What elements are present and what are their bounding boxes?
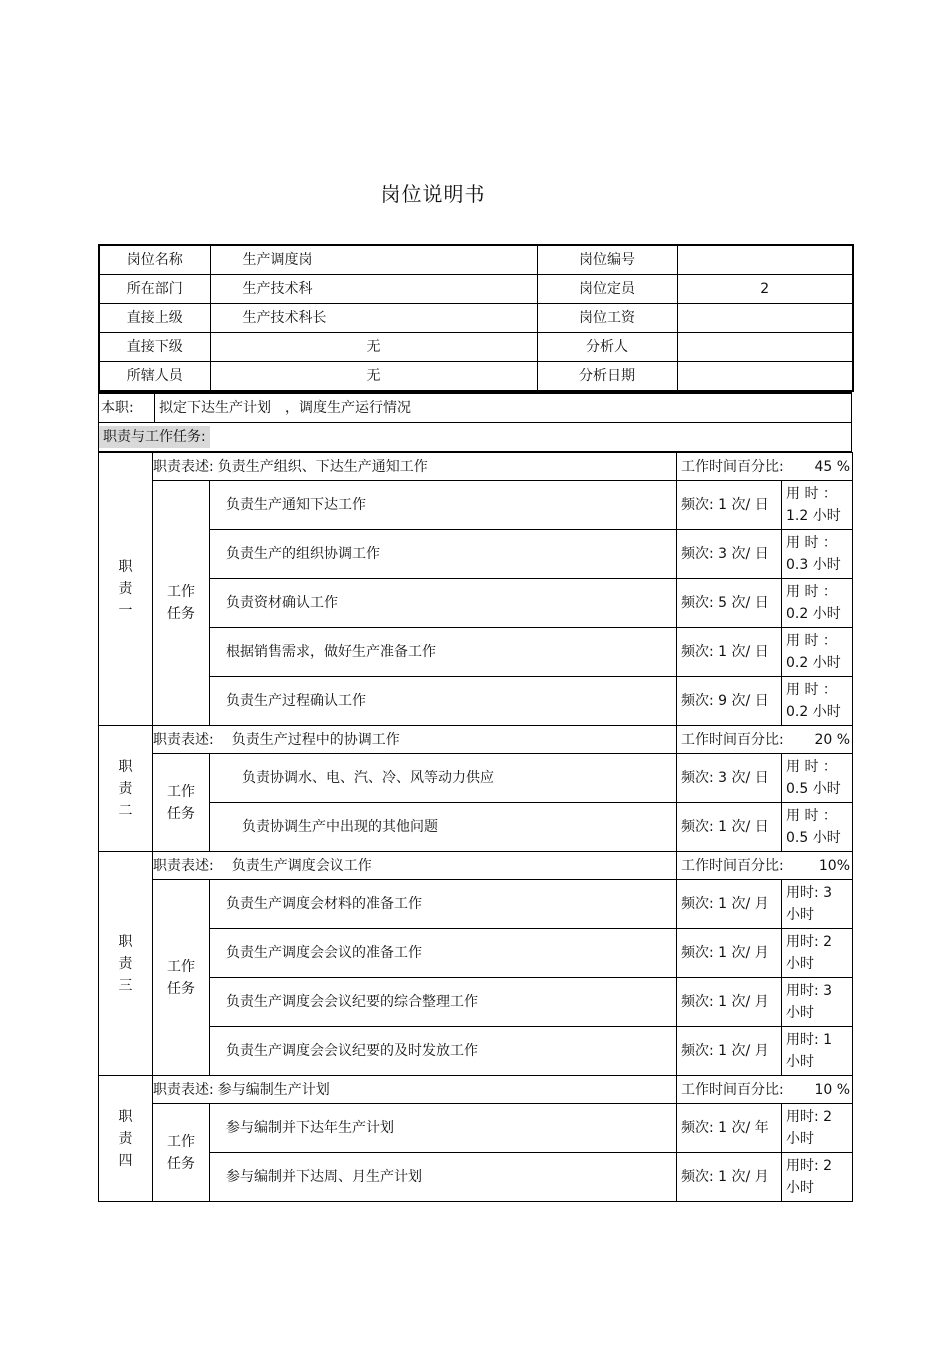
duties-table (98, 452, 853, 1202)
duty-desc-label: 职责表述: (153, 1081, 214, 1098)
task-row (99, 628, 853, 677)
task-text: 负责生产的组织协调工作 (210, 530, 677, 579)
document-title: 岗位说明书 (380, 182, 486, 206)
duties-header: 职责与工作任务: (99, 426, 210, 448)
task-frequency: 频次: 9 次/ 日 (677, 677, 782, 726)
duty-desc-text: 负责生产过程中的协调工作 (231, 731, 400, 748)
duty-description-row (99, 1076, 853, 1104)
duty-desc-label: 职责表述: (153, 857, 214, 874)
task-duration: 用 时 ：0.5 小时 (782, 754, 853, 803)
task-row (99, 803, 853, 852)
task-duration: 用 时 ：0.2 小时 (782, 628, 853, 677)
info-value (677, 362, 853, 392)
task-group-label: 工作任务 (153, 880, 210, 1076)
info-row (99, 333, 853, 362)
duty-time-percent (677, 453, 853, 481)
task-frequency: 频次: 3 次/ 日 (677, 530, 782, 579)
duty-name: 职责四 (99, 1076, 153, 1202)
task-row (99, 1104, 853, 1153)
info-value: 2 (677, 275, 853, 304)
duty-name: 职责二 (99, 726, 153, 852)
task-row (99, 579, 853, 628)
basic-info-table (98, 244, 854, 392)
task-frequency: 频次: 1 次/ 日 (677, 628, 782, 677)
main-duty-value: 拟定下达生产计划 ，调度生产运行情况 (155, 393, 852, 423)
duty-description-row (99, 453, 853, 481)
info-row (99, 275, 853, 304)
task-frequency: 频次: 1 次/ 月 (677, 929, 782, 978)
task-text: 根据销售需求，做好生产准备工作 (210, 628, 677, 677)
task-duration: 用时: 3 小时 (782, 880, 853, 929)
info-value: 生产技术科长 (210, 304, 537, 333)
duty-time-percent (677, 1076, 853, 1104)
task-row (99, 978, 853, 1027)
task-row (99, 1153, 853, 1202)
task-duration: 用时: 1 小时 (782, 1027, 853, 1076)
task-duration: 用时: 2 小时 (782, 929, 853, 978)
main-duty-label: 本职: (99, 393, 155, 423)
duty-desc-label: 职责表述: (153, 731, 214, 748)
job-description-form (98, 244, 852, 1202)
duty-name: 职责三 (99, 852, 153, 1076)
task-row (99, 929, 853, 978)
task-text: 参与编制并下达周、月生产计划 (210, 1153, 677, 1202)
info-label: 所在部门 (99, 275, 210, 304)
duty-description (153, 852, 677, 880)
info-row (99, 304, 853, 333)
task-text: 负责生产调度会材料的准备工作 (210, 880, 677, 929)
task-group-label: 工作任务 (153, 754, 210, 852)
info-label: 分析日期 (537, 362, 677, 392)
info-value: 无 (210, 362, 537, 392)
task-group-label: 工作任务 (153, 481, 210, 726)
info-value: 生产技术科 (210, 275, 537, 304)
task-frequency: 频次: 3 次/ 日 (677, 754, 782, 803)
time-percent-value: 10 % (814, 1081, 851, 1098)
task-text: 负责资材确认工作 (210, 579, 677, 628)
task-row (99, 530, 853, 579)
info-label: 岗位名称 (99, 245, 210, 275)
info-label: 岗位编号 (537, 245, 677, 275)
duty-description-row (99, 726, 853, 754)
task-row (99, 481, 853, 530)
time-percent-label: 工作时间百分比: (681, 857, 784, 874)
task-row (99, 677, 853, 726)
task-frequency: 频次: 1 次/ 月 (677, 1153, 782, 1202)
info-label: 岗位工资 (537, 304, 677, 333)
task-frequency: 频次: 1 次/ 年 (677, 1104, 782, 1153)
task-duration: 用时: 2 小时 (782, 1104, 853, 1153)
task-duration: 用 时 ：0.3 小时 (782, 530, 853, 579)
duty-desc-text: 参与编制生产计划 (217, 1081, 330, 1098)
duty-description (153, 453, 677, 481)
info-label: 分析人 (537, 333, 677, 362)
task-frequency: 频次: 1 次/ 月 (677, 1027, 782, 1076)
time-percent-label: 工作时间百分比: (681, 458, 784, 475)
duty-time-percent (677, 726, 853, 754)
info-label: 直接下级 (99, 333, 210, 362)
task-frequency: 频次: 1 次/ 月 (677, 978, 782, 1027)
duty-desc-text: 负责生产组织、下达生产通知工作 (217, 458, 428, 475)
task-duration: 用 时 ：0.2 小时 (782, 677, 853, 726)
task-frequency: 频次: 1 次/ 日 (677, 803, 782, 852)
duty-time-percent (677, 852, 853, 880)
info-value (677, 333, 853, 362)
task-duration: 用 时 ：0.5 小时 (782, 803, 853, 852)
time-percent-label: 工作时间百分比: (681, 731, 784, 748)
info-value: 生产调度岗 (210, 245, 537, 275)
info-value (677, 245, 853, 275)
info-label: 岗位定员 (537, 275, 677, 304)
task-row (99, 880, 853, 929)
task-text: 负责生产调度会会议纪要的综合整理工作 (210, 978, 677, 1027)
duty-description (153, 726, 677, 754)
duty-description-row (99, 852, 853, 880)
task-duration: 用 时 ：0.2 小时 (782, 579, 853, 628)
task-text: 负责生产调度会会议纪要的及时发放工作 (210, 1027, 677, 1076)
task-frequency: 频次: 5 次/ 日 (677, 579, 782, 628)
time-percent-value: 20 % (814, 731, 851, 748)
info-label: 直接上级 (99, 304, 210, 333)
task-text: 负责生产过程确认工作 (210, 677, 677, 726)
duty-desc-label: 职责表述: (153, 458, 214, 475)
info-label: 所辖人员 (99, 362, 210, 392)
task-text: 负责生产通知下达工作 (210, 481, 677, 530)
duty-desc-text: 负责生产调度会议工作 (231, 857, 372, 874)
main-duty-table (98, 392, 852, 452)
task-frequency: 频次: 1 次/ 日 (677, 481, 782, 530)
task-text: 参与编制并下达年生产计划 (210, 1104, 677, 1153)
duty-name: 职责一 (99, 453, 153, 726)
task-duration: 用 时 ：1.2 小时 (782, 481, 853, 530)
info-row (99, 362, 853, 392)
task-group-label: 工作任务 (153, 1104, 210, 1202)
info-value (677, 304, 853, 333)
task-row (99, 754, 853, 803)
time-percent-value: 10% (818, 857, 851, 874)
time-percent-label: 工作时间百分比: (681, 1081, 784, 1098)
task-text: 负责生产调度会会议的准备工作 (210, 929, 677, 978)
task-duration: 用时: 3 小时 (782, 978, 853, 1027)
time-percent-value: 45 % (814, 458, 851, 475)
task-frequency: 频次: 1 次/ 月 (677, 880, 782, 929)
info-row (99, 245, 853, 275)
task-text: 负责协调生产中出现的其他问题 (210, 803, 677, 852)
task-row (99, 1027, 853, 1076)
info-value: 无 (210, 333, 537, 362)
duty-description (153, 1076, 677, 1104)
task-text: 负责协调水、电、汽、冷、风等动力供应 (210, 754, 677, 803)
task-duration: 用时: 2 小时 (782, 1153, 853, 1202)
